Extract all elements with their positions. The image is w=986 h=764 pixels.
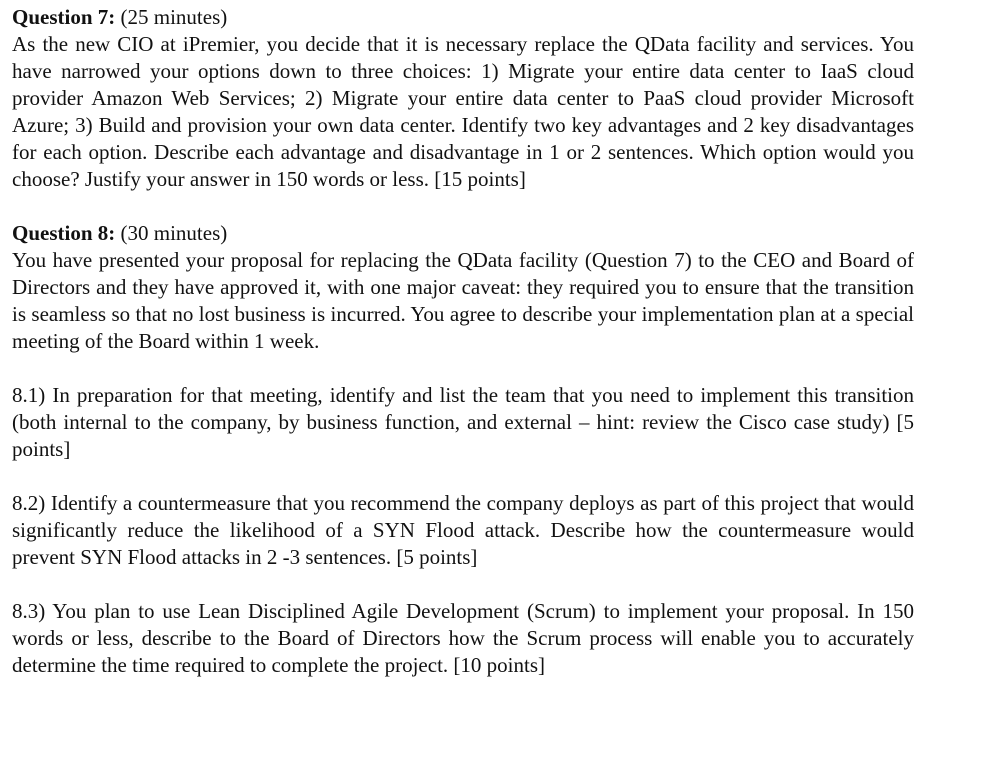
question-7-duration: (25 minutes) (115, 5, 228, 29)
question-8-heading (12, 220, 914, 247)
subquestion-8-1: 8.1) In preparation for that meeting, identify and list the team that you need to implement this transition (both internal to the company, by business function, and external – hint: review the Cisco case study) [5 points] (12, 383, 914, 461)
question-8-body: You have presented your proposal for replacing the QData facility (Question 7) to the CEO and Board of Directors and they have approved it, with one major caveat: they required you to ensure that the transition is seamless so that no lost business is incurred. You agree to describe your implementation plan at a special meeting of the Board within 1 week. (12, 248, 914, 353)
question-8-duration: (30 minutes) (115, 221, 228, 245)
question-8 (12, 220, 914, 355)
subquestion-8-2: 8.2) Identify a countermeasure that you recommend the company deploys as part of this project that would significantly reduce the likelihood of a SYN Flood attack. Describe how the countermeasure would prevent SYN Flood attacks in 2 -3 sentences. [5 points] (12, 491, 914, 569)
question-8-label: Question 8: (12, 221, 116, 245)
document-page (12, 4, 914, 679)
question-7-heading (12, 4, 914, 31)
subquestion-8-3: 8.3) You plan to use Lean Disciplined Agile Development (Scrum) to implement your proposal. In 150 words or less, describe to the Board of Directors how the Scrum process will enable you to accurately determine the time required to complete the project. [10 points] (12, 599, 914, 677)
question-7-label: Question 7: (12, 5, 116, 29)
question-7 (12, 4, 914, 193)
question-7-body: As the new CIO at iPremier, you decide that it is necessary replace the QData facility and services. You have narrowed your options down to three choices: 1) Migrate your entire data center to IaaS cloud provider Amazon Web Services; 2) Migrate your entire data center to PaaS cloud provider Microsoft Azure; 3) Build and provision your own data center. Identify two key advantages and 2 key disadvantages for each option. Describe each advantage and disadvantage in 1 or 2 sentences. Which option would you choose? Justify your answer in 150 words or less. [15 points] (12, 32, 914, 191)
